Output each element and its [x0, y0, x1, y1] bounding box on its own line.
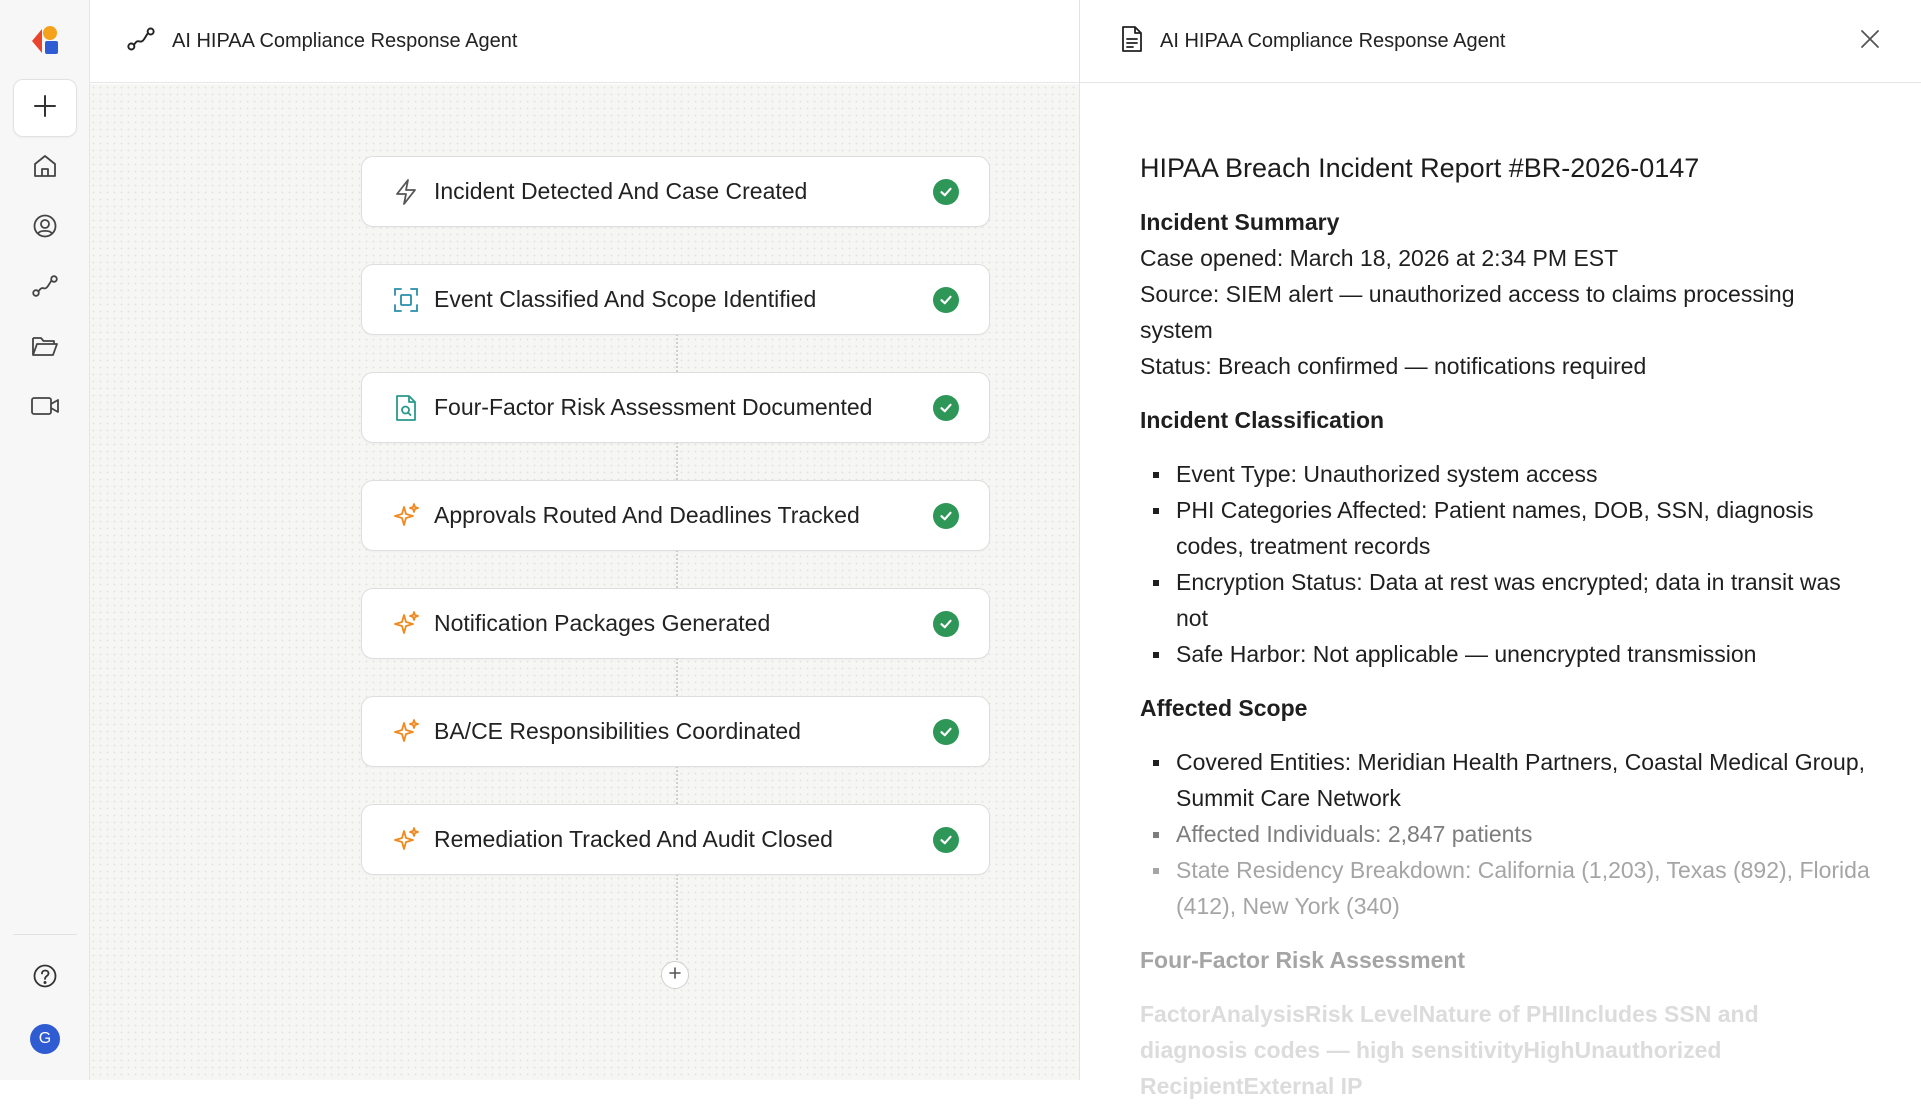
report-document[interactable]: [1140, 146, 1870, 1099]
scan-icon: [392, 286, 420, 314]
sidebar-item-workflows[interactable]: [27, 270, 63, 306]
document-icon: [1120, 25, 1144, 58]
affected-scope-section: [1140, 690, 1870, 924]
left-rail: [0, 0, 90, 1080]
route-icon: [31, 272, 59, 305]
video-icon: [30, 394, 60, 423]
sparkle-icon: [392, 826, 420, 854]
section-title: Incident Classification: [1140, 407, 1385, 433]
workflow-step-6[interactable]: [361, 696, 990, 767]
check-icon: [933, 179, 959, 205]
panel-header: [1080, 0, 1921, 83]
avatar[interactable]: [30, 1024, 60, 1054]
sparkle-icon: [392, 718, 420, 746]
sparkle-icon: [392, 610, 420, 638]
step-label: Incident Detected And Case Created: [434, 178, 808, 204]
step-label: BA/CE Responsibilities Coordinated: [434, 718, 801, 744]
workflow-canvas[interactable]: [90, 84, 1079, 1080]
lightning-icon: [392, 178, 420, 206]
app-logo[interactable]: [28, 24, 62, 58]
classification-list: [1140, 456, 1870, 672]
report-heading: HIPAA Breach Incident Report #BR-2026-0147: [1140, 153, 1700, 183]
scope-list: [1140, 744, 1870, 924]
check-icon: [933, 287, 959, 313]
user-circle-icon: [32, 213, 58, 244]
check-icon: [933, 719, 959, 745]
list-item: State Residency Breakdown: California (1,203), Texas (892), Florida (412), New York (340): [1140, 852, 1870, 924]
workflow-step-3[interactable]: [361, 372, 990, 443]
step-label: Remediation Tracked And Audit Closed: [434, 826, 833, 852]
step-label: Notification Packages Generated: [434, 610, 771, 636]
sidebar-item-files[interactable]: [27, 330, 63, 366]
list-item: Affected Individuals: 2,847 patients: [1140, 816, 1870, 852]
folder-icon: [31, 333, 59, 364]
canvas-header: [90, 0, 1079, 83]
check-icon: [933, 395, 959, 421]
list-item: Event Type: Unauthorized system access: [1140, 456, 1870, 492]
close-icon: [1859, 28, 1881, 55]
step-label: Four-Factor Risk Assessment Documented: [434, 394, 873, 420]
plus-icon: [32, 93, 58, 124]
sidebar-item-profile[interactable]: [27, 210, 63, 246]
avatar-initial: G: [38, 1030, 52, 1047]
summary-line: Source: SIEM alert — unauthorized access to claims processing system: [1140, 281, 1795, 343]
list-item: Safe Harbor: Not applicable — unencrypted transmission: [1140, 636, 1870, 672]
check-icon: [933, 503, 959, 529]
workflow-step-1[interactable]: [361, 156, 990, 227]
section-title: Four-Factor Risk Assessment: [1140, 947, 1466, 973]
plus-icon: [668, 966, 682, 985]
report-panel: [1079, 0, 1920, 1099]
step-label: Approvals Routed And Deadlines Tracked: [434, 502, 860, 528]
workflow-step-5[interactable]: [361, 588, 990, 659]
workflow-step-2[interactable]: [361, 264, 990, 335]
help-icon: [32, 963, 58, 994]
add-step-button[interactable]: [661, 961, 689, 989]
workflow-step-7[interactable]: [361, 804, 990, 875]
sparkle-icon: [392, 502, 420, 530]
help-button[interactable]: [27, 960, 63, 996]
rail-divider: [13, 934, 77, 935]
canvas-title: AI HIPAA Compliance Response Agent: [172, 29, 518, 52]
check-icon: [933, 611, 959, 637]
workflow-step-4[interactable]: [361, 480, 990, 551]
sidebar-item-recordings[interactable]: [27, 390, 63, 426]
new-button[interactable]: [13, 79, 77, 137]
section-title: Incident Summary: [1140, 209, 1340, 235]
incident-summary-section: [1140, 204, 1870, 384]
list-item: Covered Entities: Meridian Health Partners, Coastal Medical Group, Summit Care Network: [1140, 744, 1870, 816]
home-icon: [32, 153, 58, 184]
incident-classification-section: [1140, 402, 1870, 672]
risk-table-text: FactorAnalysisRisk LevelNature of PHIIncludes SSN and diagnosis codes — high sensitivityHighUnauthorized RecipientExternal IP: [1140, 1001, 1759, 1099]
panel-title: AI HIPAA Compliance Response Agent: [1160, 29, 1506, 52]
summary-line: Status: Breach confirmed — notifications required: [1140, 353, 1647, 379]
document-search-icon: [392, 394, 420, 422]
step-label: Event Classified And Scope Identified: [434, 286, 817, 312]
route-icon: [126, 24, 156, 59]
section-title: Affected Scope: [1140, 695, 1308, 721]
check-icon: [933, 827, 959, 853]
list-item: Encryption Status: Data at rest was encrypted; data in transit was not: [1140, 564, 1870, 636]
summary-line: Case opened: March 18, 2026 at 2:34 PM EST: [1140, 245, 1619, 271]
sidebar-item-home[interactable]: [27, 150, 63, 186]
list-item: PHI Categories Affected: Patient names, DOB, SSN, diagnosis codes, treatment records: [1140, 492, 1870, 564]
close-button[interactable]: [1855, 26, 1885, 56]
risk-assessment-section: [1140, 942, 1870, 1104]
